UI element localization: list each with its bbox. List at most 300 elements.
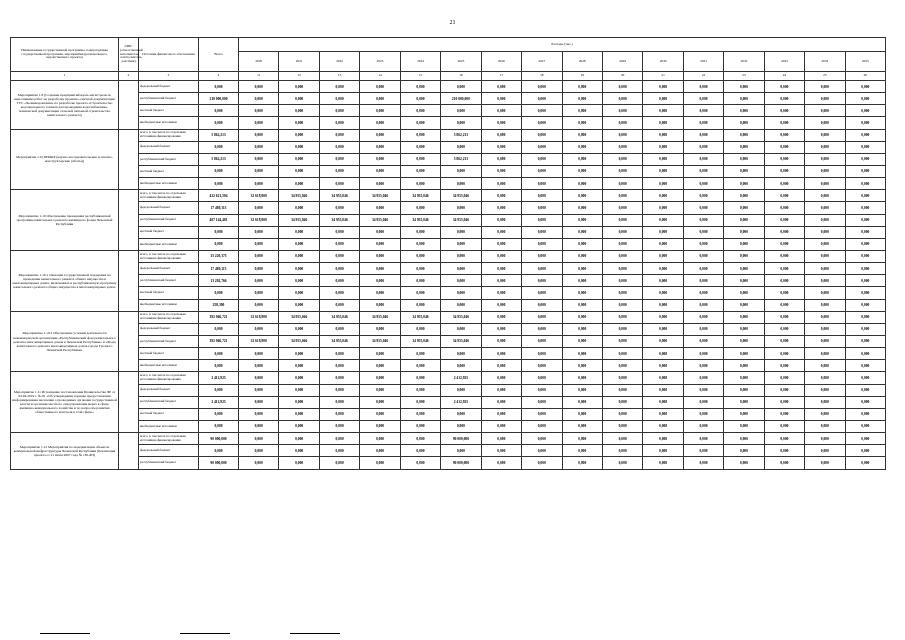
- year-value-cell: 0,000: [683, 348, 723, 360]
- year-value-cell: 0,000: [643, 372, 683, 384]
- year-value-cell: 0,000: [279, 372, 319, 384]
- year-value-cell: 0,000: [724, 263, 764, 275]
- year-value-cell: 90 000,000: [441, 433, 481, 445]
- year-value-cell: 2 412,925: [441, 396, 481, 408]
- year-value-cell: 34 955,046: [360, 214, 400, 226]
- year-value-cell: 0,000: [319, 408, 359, 420]
- year-value-cell: 0,000: [724, 360, 764, 372]
- year-value-cell: 0,000: [602, 141, 642, 153]
- year-value-cell: 0,000: [724, 275, 764, 287]
- column-index: 24: [764, 72, 804, 81]
- year-value-cell: 0,000: [481, 323, 521, 335]
- year-value-cell: 0,000: [239, 323, 279, 335]
- year-value-cell: 0,000: [845, 384, 885, 396]
- funding-source: федеральный бюджет: [139, 141, 199, 153]
- year-value-cell: 0,000: [805, 141, 845, 153]
- year-value-cell: 0,000: [400, 117, 440, 129]
- year-value-cell: 0,000: [319, 141, 359, 153]
- column-index: 26: [845, 72, 885, 81]
- year-value-cell: 0,000: [845, 433, 885, 445]
- year-value-cell: 0,000: [805, 178, 845, 190]
- table-row: [11, 420, 886, 432]
- year-value-cell: 0,000: [239, 178, 279, 190]
- year-value-cell: 0,000: [319, 117, 359, 129]
- year-value-cell: 0,000: [724, 348, 764, 360]
- year-value-cell: 0,000: [481, 275, 521, 287]
- year-value-cell: 0,000: [562, 420, 602, 432]
- year-value-cell: 0,000: [319, 445, 359, 457]
- year-value-cell: 0,000: [562, 250, 602, 262]
- year-value-cell: 0,000: [400, 360, 440, 372]
- year-value-cell: 0,000: [724, 129, 764, 141]
- year-value-cell: 0,000: [845, 408, 885, 420]
- year-value-cell: 0,000: [360, 360, 400, 372]
- year-value-cell: 0,000: [239, 396, 279, 408]
- year-value-cell: 0,000: [239, 287, 279, 299]
- year-value-cell: 0,000: [562, 396, 602, 408]
- year-value-cell: 0,000: [400, 178, 440, 190]
- year-value-cell: 0,000: [805, 299, 845, 311]
- year-value-cell: 0,000: [643, 360, 683, 372]
- year-value-cell: 0,000: [239, 348, 279, 360]
- year-value-cell: 0,000: [522, 335, 562, 347]
- year-value-cell: 0,000: [602, 129, 642, 141]
- year-value-cell: 0,000: [481, 226, 521, 238]
- year-value-cell: 0,000: [724, 299, 764, 311]
- year-value-cell: 0,000: [522, 165, 562, 177]
- year-value-cell: 0,000: [239, 129, 279, 141]
- year-value-cell: 0,000: [481, 384, 521, 396]
- year-value-cell: 0,000: [724, 311, 764, 323]
- year-value-cell: 34 955,046: [279, 214, 319, 226]
- year-value-cell: 0,000: [683, 445, 723, 457]
- year-value-cell: 0,000: [683, 311, 723, 323]
- header-year: 2027: [522, 52, 562, 72]
- table-row: [11, 129, 886, 141]
- year-value-cell: 0,000: [562, 348, 602, 360]
- year-value-cell: 0,000: [441, 408, 481, 420]
- year-value-cell: 0,000: [319, 165, 359, 177]
- year-value-cell: 0,000: [845, 238, 885, 250]
- year-value-cell: 0,000: [239, 202, 279, 214]
- year-value-cell: 0,000: [764, 153, 804, 165]
- year-value-cell: 0,000: [845, 129, 885, 141]
- year-value-cell: 0,000: [400, 396, 440, 408]
- year-value-cell: 34 955,046: [441, 335, 481, 347]
- year-value-cell: 32 618,900: [239, 311, 279, 323]
- funding-source: всего, в том числе по отдельным источникам финансирования: [139, 433, 199, 445]
- year-value-cell: 0,000: [764, 275, 804, 287]
- year-value-cell: 0,000: [360, 275, 400, 287]
- year-value-cell: 0,000: [845, 420, 885, 432]
- year-value-cell: 0,000: [360, 93, 400, 105]
- footer-rule-1: [40, 633, 90, 634]
- total-cell: 0,000: [199, 287, 239, 299]
- year-value-cell: 0,000: [602, 396, 642, 408]
- header-year: 2032: [724, 52, 764, 72]
- column-index: 12: [279, 72, 319, 81]
- year-value-cell: 0,000: [360, 81, 400, 93]
- year-value-cell: 0,000: [279, 141, 319, 153]
- year-value-cell: 0,000: [562, 263, 602, 275]
- year-value-cell: 0,000: [319, 105, 359, 117]
- year-value-cell: 0,000: [562, 335, 602, 347]
- year-value-cell: 0,000: [805, 81, 845, 93]
- year-value-cell: 0,000: [602, 263, 642, 275]
- year-value-cell: 0,000: [602, 323, 642, 335]
- year-value-cell: 0,000: [764, 457, 804, 469]
- year-value-cell: 0,000: [643, 396, 683, 408]
- year-value-cell: 0,000: [522, 117, 562, 129]
- year-value-cell: 0,000: [279, 384, 319, 396]
- year-value-cell: 0,000: [845, 141, 885, 153]
- year-value-cell: 0,000: [805, 384, 845, 396]
- year-value-cell: 0,000: [724, 93, 764, 105]
- header-year: 2023: [360, 52, 400, 72]
- year-value-cell: 0,000: [319, 81, 359, 93]
- year-value-cell: 0,000: [400, 165, 440, 177]
- funding-source: местный бюджет: [139, 105, 199, 117]
- year-value-cell: 32 618,900: [239, 335, 279, 347]
- year-value-cell: 0,000: [805, 348, 845, 360]
- column-index: 11: [239, 72, 279, 81]
- year-value-cell: 0,000: [643, 348, 683, 360]
- year-value-cell: 0,000: [360, 250, 400, 262]
- year-value-cell: 0,000: [562, 129, 602, 141]
- measure-name: Мероприятие 1.10.2 Обеспечение условий деятельности некоммерческой организации «Республиканский фонд капитального ремонта многоквартирных домов в Чеченской Республике» и «Фонд капитального ремонта многоквартирных домов города Грозного Чеченской Республики»: [11, 311, 119, 372]
- year-value-cell: 0,000: [319, 129, 359, 141]
- year-value-cell: 0,000: [683, 214, 723, 226]
- year-value-cell: 210 000,000: [441, 93, 481, 105]
- funding-source: республиканский бюджет: [139, 396, 199, 408]
- year-value-cell: 0,000: [360, 420, 400, 432]
- year-value-cell: 0,000: [643, 323, 683, 335]
- year-value-cell: 0,000: [764, 420, 804, 432]
- year-value-cell: 0,000: [602, 335, 642, 347]
- year-value-cell: 0,000: [319, 250, 359, 262]
- year-value-cell: 0,000: [400, 226, 440, 238]
- year-value-cell: 0,000: [683, 153, 723, 165]
- header-total: Всего: [199, 38, 239, 72]
- column-index: 13: [319, 72, 359, 81]
- year-value-cell: 0,000: [522, 129, 562, 141]
- year-value-cell: 0,000: [481, 141, 521, 153]
- total-cell: 0,000: [199, 105, 239, 117]
- year-value-cell: 0,000: [764, 323, 804, 335]
- year-value-cell: 0,000: [562, 105, 602, 117]
- year-value-cell: 0,000: [481, 420, 521, 432]
- year-value-cell: 0,000: [360, 457, 400, 469]
- year-value-cell: 34 955,046: [400, 190, 440, 202]
- header-year: 2020: [239, 52, 279, 72]
- year-value-cell: 0,000: [805, 445, 845, 457]
- year-value-cell: 0,000: [683, 250, 723, 262]
- year-value-cell: 0,000: [400, 250, 440, 262]
- year-value-cell: 0,000: [643, 81, 683, 93]
- year-value-cell: 0,000: [805, 323, 845, 335]
- year-value-cell: 0,000: [319, 457, 359, 469]
- year-value-cell: 0,000: [562, 190, 602, 202]
- table-row: [11, 299, 886, 311]
- year-value-cell: 0,000: [400, 323, 440, 335]
- year-value-cell: 0,000: [239, 141, 279, 153]
- year-value-cell: 0,000: [441, 360, 481, 372]
- total-cell: 258,390: [199, 299, 239, 311]
- year-value-cell: 0,000: [522, 287, 562, 299]
- year-value-cell: 0,000: [562, 408, 602, 420]
- year-value-cell: 0,000: [481, 311, 521, 323]
- year-value-cell: 34 955,046: [279, 190, 319, 202]
- year-value-cell: 0,000: [764, 190, 804, 202]
- year-value-cell: 0,000: [279, 323, 319, 335]
- year-value-cell: 0,000: [522, 238, 562, 250]
- column-index: 4: [199, 72, 239, 81]
- year-value-cell: 0,000: [239, 384, 279, 396]
- year-value-cell: 0,000: [239, 360, 279, 372]
- year-value-cell: 0,000: [239, 117, 279, 129]
- year-value-cell: 0,000: [522, 93, 562, 105]
- year-value-cell: 0,000: [643, 408, 683, 420]
- year-value-cell: 0,000: [643, 214, 683, 226]
- year-value-cell: 34 955,046: [400, 335, 440, 347]
- year-value-cell: 0,000: [522, 311, 562, 323]
- year-value-cell: 0,000: [643, 457, 683, 469]
- year-value-cell: 0,000: [643, 93, 683, 105]
- year-value-cell: 0,000: [805, 153, 845, 165]
- year-value-cell: 0,000: [279, 129, 319, 141]
- year-value-cell: 0,000: [602, 299, 642, 311]
- year-value-cell: 0,000: [441, 250, 481, 262]
- year-value-cell: 0,000: [319, 433, 359, 445]
- year-value-cell: 0,000: [279, 238, 319, 250]
- year-value-cell: 0,000: [683, 420, 723, 432]
- column-index: 21: [643, 72, 683, 81]
- year-value-cell: 0,000: [602, 226, 642, 238]
- table-row: [11, 190, 886, 202]
- year-value-cell: 0,000: [522, 214, 562, 226]
- header-year: 2022: [319, 52, 359, 72]
- year-value-cell: 0,000: [400, 420, 440, 432]
- year-value-cell: 0,000: [239, 153, 279, 165]
- year-value-cell: 0,000: [360, 396, 400, 408]
- year-value-cell: 0,000: [360, 372, 400, 384]
- year-value-cell: 0,000: [643, 190, 683, 202]
- year-value-cell: 0,000: [400, 408, 440, 420]
- year-value-cell: 0,000: [643, 445, 683, 457]
- year-value-cell: 0,000: [724, 457, 764, 469]
- year-value-cell: 0,000: [481, 299, 521, 311]
- year-value-cell: 0,000: [441, 348, 481, 360]
- funding-source: внебюджетные источники: [139, 178, 199, 190]
- year-value-cell: 0,000: [481, 129, 521, 141]
- year-value-cell: 0,000: [683, 226, 723, 238]
- year-value-cell: 0,000: [602, 408, 642, 420]
- year-value-cell: 0,000: [805, 117, 845, 129]
- year-value-cell: 0,000: [805, 335, 845, 347]
- year-value-cell: 0,000: [279, 348, 319, 360]
- total-cell: 17 480,113: [199, 263, 239, 275]
- year-value-cell: 0,000: [805, 275, 845, 287]
- year-value-cell: 0,000: [683, 408, 723, 420]
- year-value-cell: 0,000: [279, 250, 319, 262]
- column-index: 2: [119, 72, 139, 81]
- year-value-cell: 0,000: [643, 299, 683, 311]
- year-value-cell: 0,000: [441, 117, 481, 129]
- year-value-cell: 0,000: [441, 323, 481, 335]
- year-value-cell: 0,000: [683, 287, 723, 299]
- year-value-cell: 0,000: [845, 190, 885, 202]
- year-value-cell: 0,000: [845, 335, 885, 347]
- funding-source: местный бюджет: [139, 226, 199, 238]
- table-row: [11, 105, 886, 117]
- year-value-cell: 0,000: [562, 384, 602, 396]
- year-value-cell: 0,000: [845, 81, 885, 93]
- year-value-cell: 34 955,046: [400, 311, 440, 323]
- year-value-cell: 0,000: [805, 214, 845, 226]
- funding-source: внебюджетные источники: [139, 117, 199, 129]
- year-value-cell: 0,000: [319, 323, 359, 335]
- year-value-cell: 0,000: [602, 190, 642, 202]
- year-value-cell: 0,000: [522, 190, 562, 202]
- year-value-cell: 0,000: [441, 141, 481, 153]
- table-row: [11, 384, 886, 396]
- year-value-cell: 0,000: [360, 299, 400, 311]
- year-value-cell: 0,000: [441, 226, 481, 238]
- year-value-cell: 0,000: [764, 287, 804, 299]
- year-value-cell: 0,000: [400, 433, 440, 445]
- footer-rule-3: [290, 633, 340, 634]
- table-row: [11, 263, 886, 275]
- year-value-cell: 0,000: [764, 165, 804, 177]
- year-value-cell: 0,000: [602, 81, 642, 93]
- grbs-cell: [119, 433, 139, 469]
- year-value-cell: 0,000: [764, 93, 804, 105]
- year-value-cell: 0,000: [319, 178, 359, 190]
- year-value-cell: 0,000: [360, 433, 400, 445]
- year-value-cell: 0,000: [522, 433, 562, 445]
- year-value-cell: 0,000: [643, 384, 683, 396]
- year-value-cell: 0,000: [805, 238, 845, 250]
- total-cell: 0,000: [199, 384, 239, 396]
- year-value-cell: 0,000: [643, 165, 683, 177]
- year-value-cell: 0,000: [319, 238, 359, 250]
- year-value-cell: 0,000: [360, 226, 400, 238]
- year-value-cell: 0,000: [279, 396, 319, 408]
- table-row: [11, 335, 886, 347]
- year-value-cell: 0,000: [481, 202, 521, 214]
- year-value-cell: 0,000: [805, 226, 845, 238]
- funding-source: всего, в том числе по отдельным источникам финансирования: [139, 190, 199, 202]
- footer-rule-2: [180, 633, 230, 634]
- grbs-cell: [119, 372, 139, 433]
- year-value-cell: 0,000: [724, 250, 764, 262]
- total-cell: 0,000: [199, 360, 239, 372]
- year-value-cell: 0,000: [319, 226, 359, 238]
- year-value-cell: 0,000: [522, 202, 562, 214]
- table-row: [11, 117, 886, 129]
- year-value-cell: 0,000: [400, 141, 440, 153]
- year-value-cell: 0,000: [400, 81, 440, 93]
- year-value-cell: 0,000: [805, 433, 845, 445]
- table-row: [11, 178, 886, 190]
- header-year: 2034: [805, 52, 845, 72]
- column-index: 23: [724, 72, 764, 81]
- table-row: [11, 250, 886, 262]
- year-value-cell: 0,000: [602, 433, 642, 445]
- year-value-cell: 0,000: [764, 202, 804, 214]
- year-value-cell: 0,000: [562, 433, 602, 445]
- total-cell: 407 144,481: [199, 214, 239, 226]
- year-value-cell: 0,000: [724, 323, 764, 335]
- year-value-cell: 0,000: [319, 153, 359, 165]
- year-value-cell: 0,000: [602, 250, 642, 262]
- year-value-cell: 0,000: [805, 396, 845, 408]
- funding-source: республиканский бюджет: [139, 93, 199, 105]
- year-value-cell: 5 862,213: [441, 153, 481, 165]
- column-index: 20: [602, 72, 642, 81]
- year-value-cell: 0,000: [602, 214, 642, 226]
- year-value-cell: 0,000: [724, 214, 764, 226]
- year-value-cell: 0,000: [279, 299, 319, 311]
- total-cell: 392 066,721: [199, 335, 239, 347]
- year-value-cell: 0,000: [845, 165, 885, 177]
- year-value-cell: 0,000: [643, 178, 683, 190]
- year-value-cell: 0,000: [683, 384, 723, 396]
- funding-source: внебюджетные источники: [139, 420, 199, 432]
- year-value-cell: 0,000: [441, 275, 481, 287]
- year-value-cell: 0,000: [319, 348, 359, 360]
- year-value-cell: 0,000: [522, 360, 562, 372]
- year-value-cell: 0,000: [562, 81, 602, 93]
- year-value-cell: 0,000: [400, 275, 440, 287]
- funding-source: местный бюджет: [139, 165, 199, 177]
- year-value-cell: 0,000: [441, 445, 481, 457]
- year-value-cell: 0,000: [279, 433, 319, 445]
- year-value-cell: 0,000: [643, 202, 683, 214]
- year-value-cell: 0,000: [683, 93, 723, 105]
- measure-name: Мероприятие 1.10 Обеспечение проведения республиканской программы капитального ремонта жилищного фонда Чеченской Республики: [11, 190, 119, 251]
- funding-source: федеральный бюджет: [139, 384, 199, 396]
- year-value-cell: 0,000: [602, 372, 642, 384]
- year-value-cell: 0,000: [400, 287, 440, 299]
- table-row: [11, 396, 886, 408]
- year-value-cell: 0,000: [724, 165, 764, 177]
- year-value-cell: 0,000: [724, 81, 764, 93]
- year-value-cell: 5 862,213: [441, 129, 481, 141]
- year-value-cell: 0,000: [441, 202, 481, 214]
- header-year: 2025: [441, 52, 481, 72]
- funding-source: республиканский бюджет: [139, 335, 199, 347]
- year-value-cell: 0,000: [481, 445, 521, 457]
- total-cell: 0,000: [199, 323, 239, 335]
- header-year: 2031: [683, 52, 723, 72]
- total-cell: 0,000: [199, 348, 239, 360]
- year-value-cell: 0,000: [683, 457, 723, 469]
- year-value-cell: 0,000: [602, 117, 642, 129]
- year-value-cell: 34 955,046: [360, 190, 400, 202]
- year-value-cell: 0,000: [643, 275, 683, 287]
- year-value-cell: 0,000: [602, 384, 642, 396]
- funding-source: всего, в том числе по отдельным источникам финансирования: [139, 250, 199, 262]
- year-value-cell: 0,000: [562, 93, 602, 105]
- year-value-cell: 0,000: [319, 287, 359, 299]
- year-value-cell: 0,000: [724, 178, 764, 190]
- year-value-cell: 0,000: [683, 396, 723, 408]
- year-value-cell: 0,000: [441, 263, 481, 275]
- year-value-cell: 0,000: [441, 299, 481, 311]
- header-year: 2024: [400, 52, 440, 72]
- year-value-cell: 0,000: [683, 299, 723, 311]
